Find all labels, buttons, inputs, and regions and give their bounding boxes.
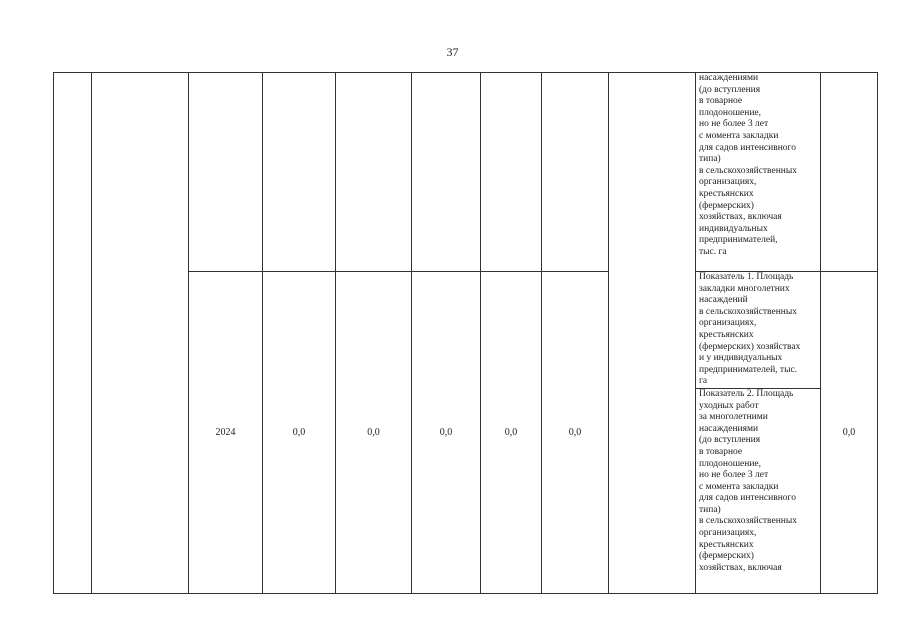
cell-value: 0,0: [481, 272, 542, 594]
cell-value: 0,0: [336, 272, 412, 594]
cell-indicator-value: 0,0: [821, 272, 878, 594]
page-number: 37: [446, 45, 459, 59]
cell-name: [92, 73, 189, 594]
indicator-1-text: Показатель 1. Площадь закладки многолетних насаждений в сельскохозяйственных организациях, крестьянских (фермерских) хозяйствах и у индивидуальных предпринимателей, тыс. га: [696, 272, 820, 389]
cell-value: 0,0: [263, 272, 336, 594]
cell-value: 0,0: [412, 272, 481, 594]
cell-empty: [263, 73, 336, 272]
cell-indicator-value: [821, 73, 878, 272]
cell-year-empty: [189, 73, 263, 272]
cell-number: [54, 73, 92, 594]
cell-executor: [609, 73, 696, 594]
cell-empty: [542, 73, 609, 272]
indicator-text: насаждениями (до вступления в товарное плодоношение, но не более 3 лет с момента закладки для садов интенсивного типа) в сельскохозяйственных организациях, крестьянских (фермерских) хозяйствах, включая индивидуальных предпринимателей, тыс. га: [699, 73, 798, 257]
cell-year: 2024: [189, 272, 263, 594]
cell-empty: [336, 73, 412, 272]
cell-indicator: [696, 272, 821, 594]
cell-indicator: [696, 73, 821, 272]
indicator-2-text: Показатель 2. Площадь уходных работ за многолетними насаждениями (до вступления в товарное плодоношение, но не более 3 лет с момента закладки для садов интенсивного типа) в сельскохозяйственных организациях, крестьянских (фермерских) хозяйствах, включая: [699, 388, 798, 573]
cell-empty: [481, 73, 542, 272]
cell-empty: [412, 73, 481, 272]
table-row: [54, 73, 878, 272]
cell-value: 0,0: [542, 272, 609, 594]
program-table: [53, 72, 878, 594]
